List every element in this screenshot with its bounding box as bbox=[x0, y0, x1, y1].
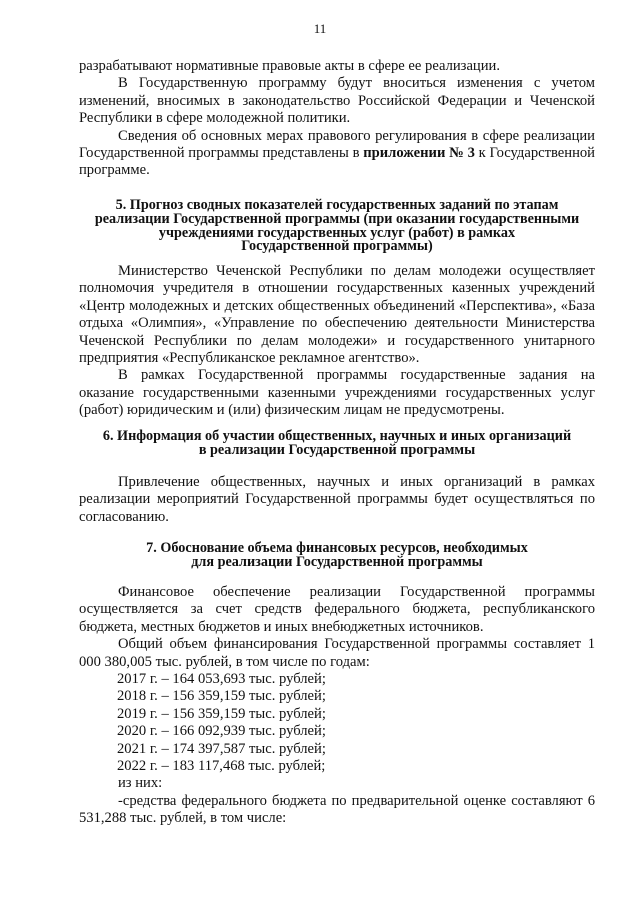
heading-5-line-4: Государственной программы) bbox=[241, 238, 433, 255]
section-6-heading bbox=[79, 430, 595, 458]
heading-7-line-2: для реализации Государственной программы bbox=[191, 553, 483, 570]
section-4-continuation bbox=[79, 58, 595, 180]
paragraph-total: Общий объем финансирования Государственной программы составляет 1 000 380,005 тыс. рублей, в том числе по годам: bbox=[79, 636, 595, 670]
year-amount-2019: 2019 г. – 156 359,159 тыс. рублей; bbox=[117, 705, 326, 722]
heading-5-line-3: учреждениями государственных услуг (работ) в рамках bbox=[158, 224, 516, 241]
year-amount-2022: 2022 г. – 183 117,468 тыс. рублей; bbox=[117, 758, 326, 775]
paragraph-organizations: Привлечение общественных, научных и иных организаций в рамках реализации мероприятий Государственной программы будет осуществляться по согласованию. bbox=[79, 474, 595, 525]
paragraph-regulation bbox=[79, 128, 595, 180]
paragraph-changes: В Государственную программу будут вноситься изменения с учетом изменений, вносимых в законодательство Российской Федерации и Чеченской Республики в сфере молодежной политики. bbox=[79, 75, 595, 127]
appendix-reference: приложении № 3 bbox=[363, 145, 475, 162]
paragraph-financing: Финансовое обеспечение реализации Государственной программы осуществляется за счет средств федерального бюджета, республиканского бюджета, местных бюджетов и иных внебюджетных источников. bbox=[79, 584, 595, 635]
heading-6-line-1: 6. Информация об участии общественных, научных и иных организаций bbox=[102, 428, 572, 444]
regulation-text-after: к Государственной программе. bbox=[79, 145, 595, 179]
year-amount-2018: 2018 г. – 156 359,159 тыс. рублей; bbox=[117, 688, 326, 705]
section-6-body bbox=[79, 474, 595, 526]
heading-5-line-2: реализации Государственной программы (при оказании государственными bbox=[94, 210, 580, 227]
heading-7-line-1: 7. Обоснование объема финансовых ресурсов, необходимых bbox=[146, 540, 528, 556]
year-amount-2017: 2017 г. – 164 053,693 тыс. рублей; bbox=[117, 671, 326, 688]
section-5-body bbox=[79, 263, 595, 420]
section-7-body bbox=[79, 584, 595, 828]
section-7-heading bbox=[79, 542, 595, 570]
heading-6-line-2: в реализации Государственной программы bbox=[198, 441, 476, 458]
year-amount-2021: 2021 г. – 174 397,587 тыс. рублей; bbox=[117, 740, 326, 757]
heading-5-line-1: 5. Прогноз сводных показателей государственных заданий по этапам bbox=[115, 197, 559, 213]
of-them-label: из них: bbox=[118, 775, 163, 792]
paragraph-ministry: Министерство Чеченской Республики по делам молодежи осуществляет полномочия учредителя в отношении государственных казенных учреждений «Центр молодежных и детских общественных объединений «Перспектива», «База отдыха «Олимпия», «Управление по обеспечению деятельности Министерства Чеченской Республики по делам молодежи» и государственного унитарного предприятия «Республиканское рекламное агентство». bbox=[79, 263, 595, 367]
paragraph-intro-end: разрабатывают нормативные правовые акты в сфере ее реализации. bbox=[79, 58, 500, 74]
year-amount-2020: 2020 г. – 166 092,939 тыс. рублей; bbox=[117, 723, 326, 740]
regulation-text-before: Сведения об основных мерах правового регулирования в сфере реализации Государственной программы представлены в bbox=[79, 127, 595, 162]
paragraph-federal: -средства федерального бюджета по предварительной оценке составляют 6 531,288 тыс. рублей, в том числе: bbox=[79, 792, 595, 827]
paragraph-no-tasks: В рамках Государственной программы государственные задания на оказание государственными казенными учреждениями государственных услуг (работ) юридическим и (или) физическим лицам не предусмотрены. bbox=[79, 367, 595, 419]
page-number: 11 bbox=[313, 21, 327, 36]
section-5-heading bbox=[79, 199, 595, 254]
